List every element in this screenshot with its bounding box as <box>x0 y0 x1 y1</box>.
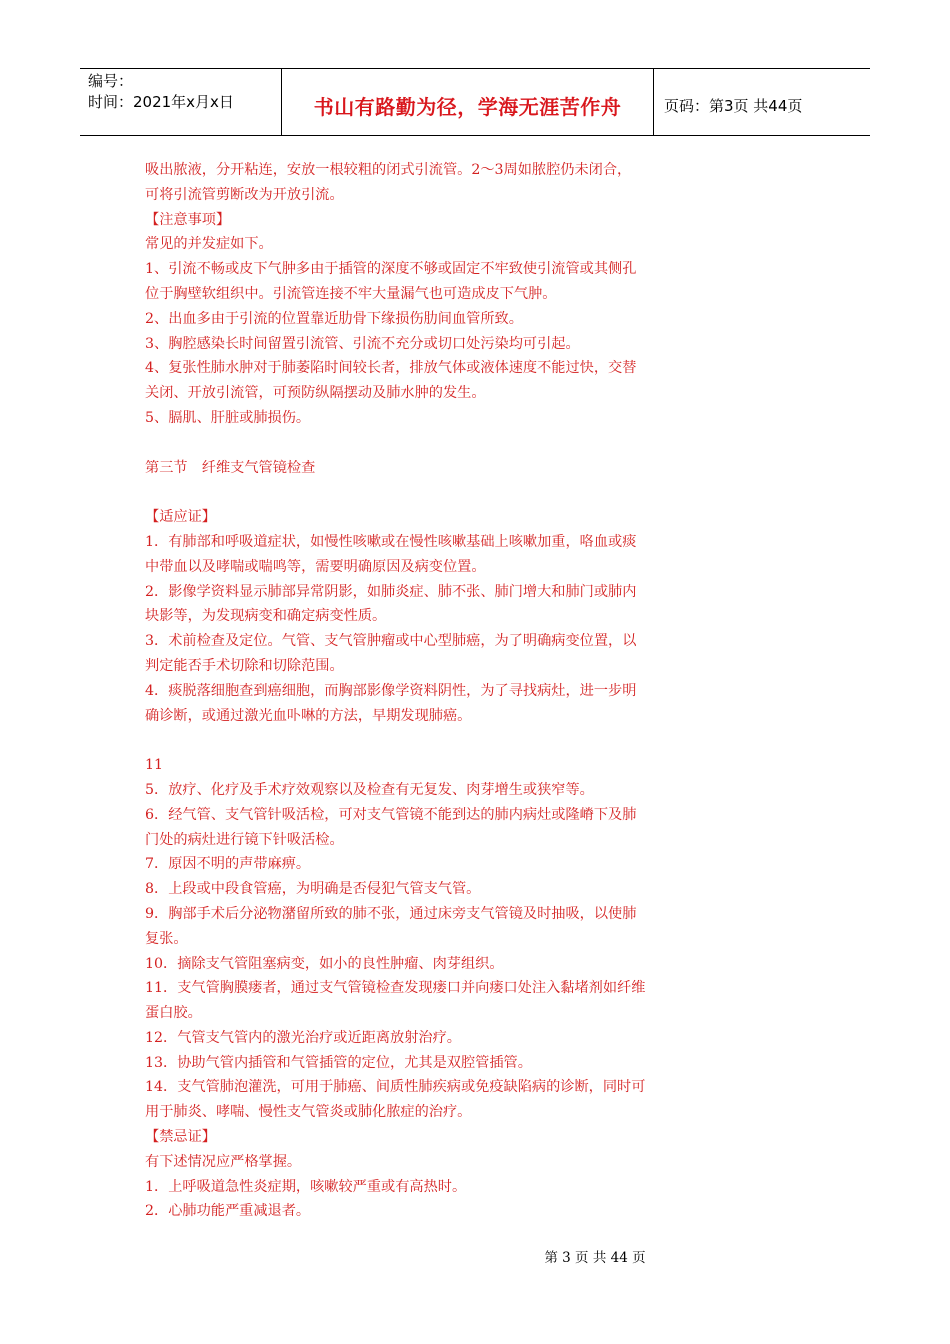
text-line: 门处的病灶进行镜下针吸活检。 <box>145 831 344 848</box>
text-line: 4、复张性肺水肿对于肺萎陷时间较长者，排放气体或液体速度不能过快，交替 <box>145 360 637 377</box>
text-line: 复张。 <box>145 930 188 947</box>
text-line: 10．摘除支气管阻塞病变，如小的良性肿瘤、肉芽组织。 <box>145 955 504 972</box>
text-line: 【注意事项】 <box>145 211 231 228</box>
text-line: 第三节 纤维支气管镜检查 <box>145 459 316 476</box>
text-line: 11．支气管胸膜瘘者，通过支气管镜检查发现瘘口并向瘘口处注入黏堵剂如纤维 <box>145 980 646 997</box>
text-line: 14．支气管肺泡灌洗，可用于肺癌、间质性肺疾病或免疫缺陷病的诊断，同时可 <box>145 1079 646 1096</box>
text-line: 5、膈肌、肝脏或肺损伤。 <box>145 409 311 426</box>
text-line: 关闭、开放引流管，可预防纵隔摆动及肺水肿的发生。 <box>145 385 486 402</box>
header-meta <box>80 69 282 135</box>
text-line: 中带血以及哮喘或喘鸣等，需要明确原因及病变位置。 <box>145 558 486 575</box>
text-line: 吸出脓液，分开粘连，安放一根较粗的闭式引流管。2～3周如脓腔仍未闭合， <box>145 162 632 178</box>
text-line: 9．胸部手术后分泌物潴留所致的肺不张，通过床旁支气管镜及时抽吸，以使肺 <box>145 905 637 922</box>
text-line: 7．原因不明的声带麻痹。 <box>145 856 311 873</box>
text-line: 4．痰脱落细胞查到癌细胞，而胸部影像学资料阴性，为了寻找病灶，进一步明 <box>145 682 637 699</box>
text-line: 1．上呼吸道急性炎症期，咳嗽较严重或有高热时。 <box>145 1178 467 1195</box>
text-line: 2．心肺功能严重减退者。 <box>145 1203 311 1220</box>
header-motto: 书山有路勤为径，学海无涯苦作舟 <box>313 94 622 119</box>
header-motto-cell <box>282 69 654 135</box>
page-footer: 第 3 页 共 44 页 <box>544 1250 646 1266</box>
text-line: 块影等，为发现病变和确定病变性质。 <box>145 608 387 625</box>
text-line: 2．影像学资料显示肺部异常阴影，如肺炎症、肺不张、肺门增大和肺门或肺内 <box>145 583 637 600</box>
text-line: 2、出血多由于引流的位置靠近肋骨下缘损伤肋间血管所致。 <box>145 310 523 327</box>
text-line: 【适应证】 <box>145 509 216 526</box>
text-line: 1．有肺部和呼吸道症状，如慢性咳嗽或在慢性咳嗽基础上咳嗽加重，咯血或痰 <box>145 533 637 550</box>
header-page-cell <box>654 69 870 135</box>
text-line: 用于肺炎、哮喘、慢性支气管炎或肺化脓症的治疗。 <box>145 1104 472 1121</box>
document-date: 时间：2021年x月x日 <box>88 93 234 111</box>
blank-line <box>145 728 715 753</box>
blank-line <box>145 431 715 456</box>
header-page-info: 页码：第3页 共44页 <box>664 96 803 115</box>
text-line: 3、胸腔感染长时间留置引流管、引流不充分或切口处污染均可引起。 <box>145 335 580 352</box>
document-number-label: 编号： <box>88 72 134 90</box>
text-line: 有下述情况应严格掌握。 <box>145 1153 302 1170</box>
text-line: 12．气管支气管内的激光治疗或近距离放射治疗。 <box>145 1029 461 1046</box>
blank-line <box>145 480 715 505</box>
text-line: 1、引流不畅或皮下气肿多由于插管的深度不够或固定不牢致使引流管或其侧孔 <box>145 261 637 278</box>
text-line: 【禁忌证】 <box>145 1129 216 1146</box>
text-line: 位于胸壁软组织中。引流管连接不牢大量漏气也可造成皮下气肿。 <box>145 285 557 302</box>
text-line: 8．上段或中段食管癌，为明确是否侵犯气管支气管。 <box>145 881 481 898</box>
text-line: 13．协助气管内插管和气管插管的定位，尤其是双腔管插管。 <box>145 1054 532 1071</box>
text-line: 常见的并发症如下。 <box>145 236 273 253</box>
text-line: 确诊断，或通过激光血卟啉的方法，早期发现肺癌。 <box>145 707 472 724</box>
text-line: 11 <box>145 757 164 774</box>
text-line: 3．术前检查及定位。气管、支气管肿瘤或中心型肺癌，为了明确病变位置，以 <box>145 633 637 650</box>
text-line: 5．放疗、化疗及手术疗效观察以及检查有无复发、肉芽增生或狭窄等。 <box>145 781 594 798</box>
page-header <box>80 68 870 136</box>
text-line: 可将引流管剪断改为开放引流。 <box>145 186 344 203</box>
text-line: 判定能否手术切除和切除范围。 <box>145 657 344 674</box>
text-line: 6．经气管、支气管针吸活检，可对支气管镜不能到达的肺内病灶或隆嵴下及肺 <box>145 806 637 823</box>
text-line: 蛋白胶。 <box>145 1005 202 1022</box>
document-body <box>145 158 715 1224</box>
